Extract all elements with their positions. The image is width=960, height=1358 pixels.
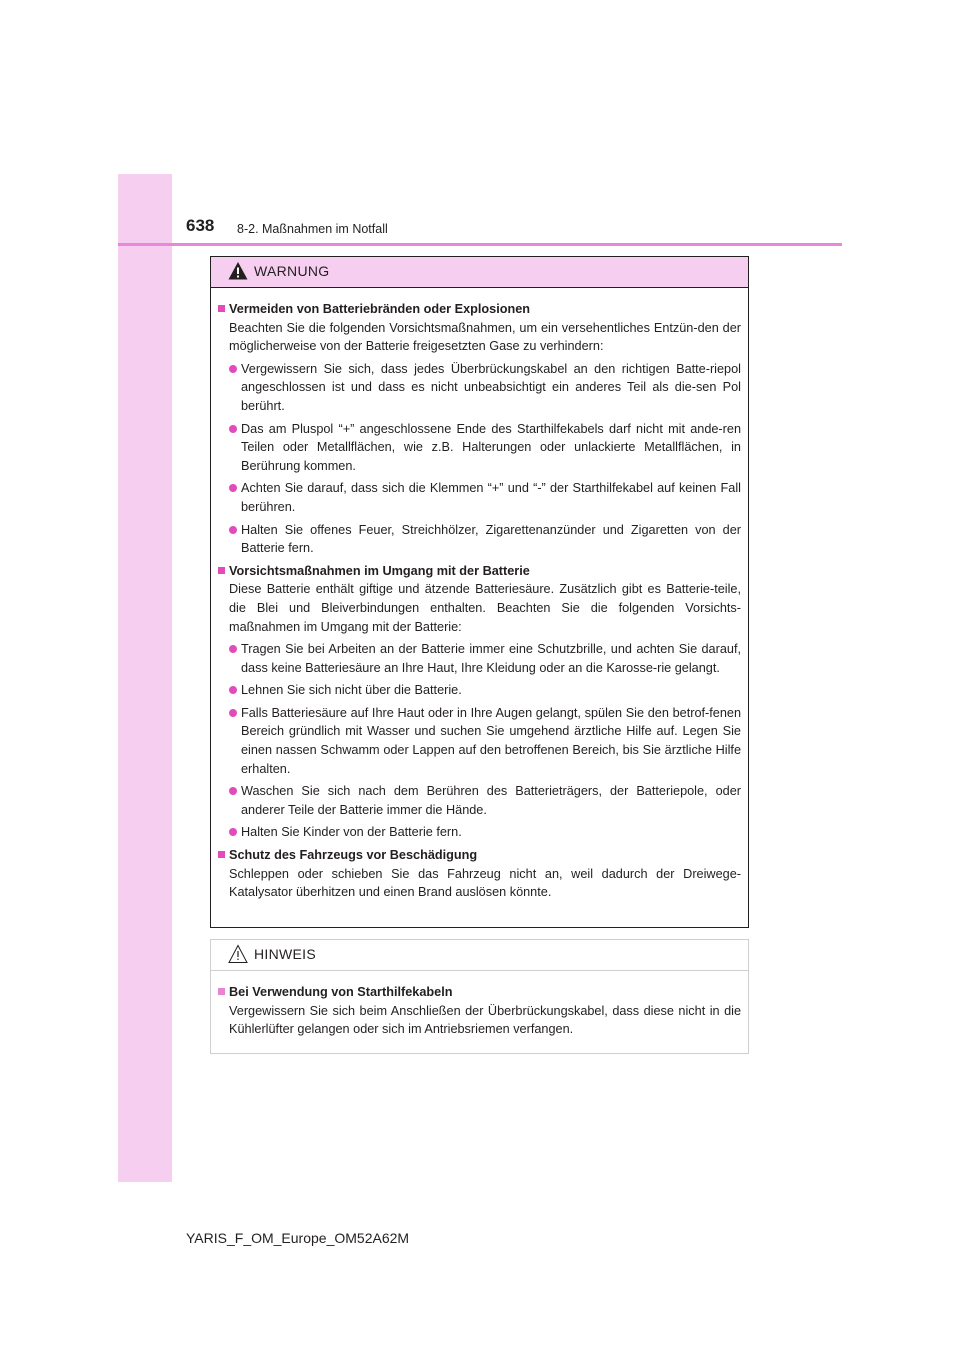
warning-bullet: Halten Sie Kinder von der Batterie fern. xyxy=(218,823,741,842)
square-bullet-icon xyxy=(218,305,225,312)
warning-title: WARNUNG xyxy=(254,263,330,279)
warning-paragraph: Beachten Sie die folgenden Vorsichtsmaßnahmen, um ein versehentliches Entzün-den der möglicherweise von der Batterie freigesetzten Gase zu verhindern: xyxy=(229,320,741,354)
round-bullet-icon xyxy=(229,686,237,694)
warning-bullet: Lehnen Sie sich nicht über die Batterie. xyxy=(218,681,741,700)
warning-bullet: Waschen Sie sich nach dem Berühren des Batterieträgers, der Batteriepole, oder anderer Teile der Batterie immer die Hände. xyxy=(218,782,741,819)
warning-box xyxy=(210,256,749,928)
warning-body xyxy=(211,288,748,902)
warning-bullet: Halten Sie offenes Feuer, Streichhölzer, Zigarettenanzünder und Zigaretten von der Batterie fern. xyxy=(218,521,741,558)
square-bullet-icon xyxy=(218,851,225,858)
round-bullet-icon xyxy=(229,645,237,653)
notice-header xyxy=(211,940,748,971)
section-title: 8-2. Maßnahmen im Notfall xyxy=(237,222,388,236)
warning-bullet: Vergewissern Sie sich, dass jedes Überbrückungskabel an den richtigen Batte-riepol angeschlossen ist und dass es nicht unbeabsichtigt ein anderes Teil als die-sen Pol berührt. xyxy=(218,360,741,416)
notice-heading: Bei Verwendung von Starthilfekabeln xyxy=(218,983,741,1002)
round-bullet-icon xyxy=(229,526,237,534)
round-bullet-icon xyxy=(229,787,237,795)
round-bullet-icon xyxy=(229,828,237,836)
round-bullet-icon xyxy=(229,484,237,492)
notice-body xyxy=(211,971,748,1039)
round-bullet-icon xyxy=(229,425,237,433)
round-bullet-icon xyxy=(229,365,237,373)
caution-triangle-icon xyxy=(228,944,248,964)
warning-heading: Vermeiden von Batteriebränden oder Explosionen xyxy=(218,300,741,319)
notice-title: HINWEIS xyxy=(254,946,316,962)
warning-paragraph: Schleppen oder schieben Sie das Fahrzeug nicht an, weil dadurch der Dreiwege-Katalysator überhitzen und einen Brand auslösen könnte. xyxy=(229,866,741,900)
round-bullet-icon xyxy=(229,709,237,717)
warning-bullet: Achten Sie darauf, dass sich die Klemmen “+” und “-” der Starthilfekabel auf keinen Fall berühren. xyxy=(218,479,741,516)
warning-heading: Vorsichtsmaßnahmen im Umgang mit der Batterie xyxy=(218,562,741,581)
header-rule xyxy=(118,243,842,246)
warning-bullet: Das am Pluspol “+” angeschlossene Ende des Starthilfekabels darf nicht mit ande-ren Teilen oder Metallflächen, wie z.B. Halterungen oder unlackierte Metallflächen, in Berührung kommen. xyxy=(218,420,741,476)
notice-box xyxy=(210,939,749,1054)
document-code: YARIS_F_OM_Europe_OM52A62M xyxy=(186,1230,410,1246)
warning-header xyxy=(211,257,748,288)
warning-bullet: Falls Batteriesäure auf Ihre Haut oder in Ihre Augen gelangt, spülen Sie den betrof-fenen Bereich gründlich mit Wasser und suchen Sie umgehend ärztliche Hilfe auf. Legen Sie einen nassen Schwamm oder Lappen auf den betroffenen Bereich, bis Sie ärztliche Hilfe erhalten. xyxy=(218,704,741,778)
notice-paragraph: Vergewissern Sie sich beim Anschließen der Überbrückungskabel, dass diese nicht in die Kühlerlüfter gelangen oder sich im Antriebsriemen verfangen. xyxy=(229,1003,741,1037)
chapter-sidebar xyxy=(118,174,172,1182)
warning-paragraph: Diese Batterie enthält giftige und ätzende Batteriesäure. Zusätzlich gibt es Batterie-teile, die Blei und Bleiverbindungen enthalten. Beachten Sie die folgenden Vorsichts-maßnahmen im Umgang mit der Batterie: xyxy=(229,582,741,634)
warning-heading: Schutz des Fahrzeugs vor Beschädigung xyxy=(218,846,741,865)
warning-bullet: Tragen Sie bei Arbeiten an der Batterie immer eine Schutzbrille, und achten Sie darauf, dass keine Batteriesäure an Ihre Haut, Ihre Kleidung oder an die Karosse-rie gelangt. xyxy=(218,640,741,677)
warning-triangle-icon xyxy=(228,261,248,281)
square-bullet-icon xyxy=(218,988,225,995)
square-bullet-icon xyxy=(218,567,225,574)
page-number: 638 xyxy=(186,216,215,235)
